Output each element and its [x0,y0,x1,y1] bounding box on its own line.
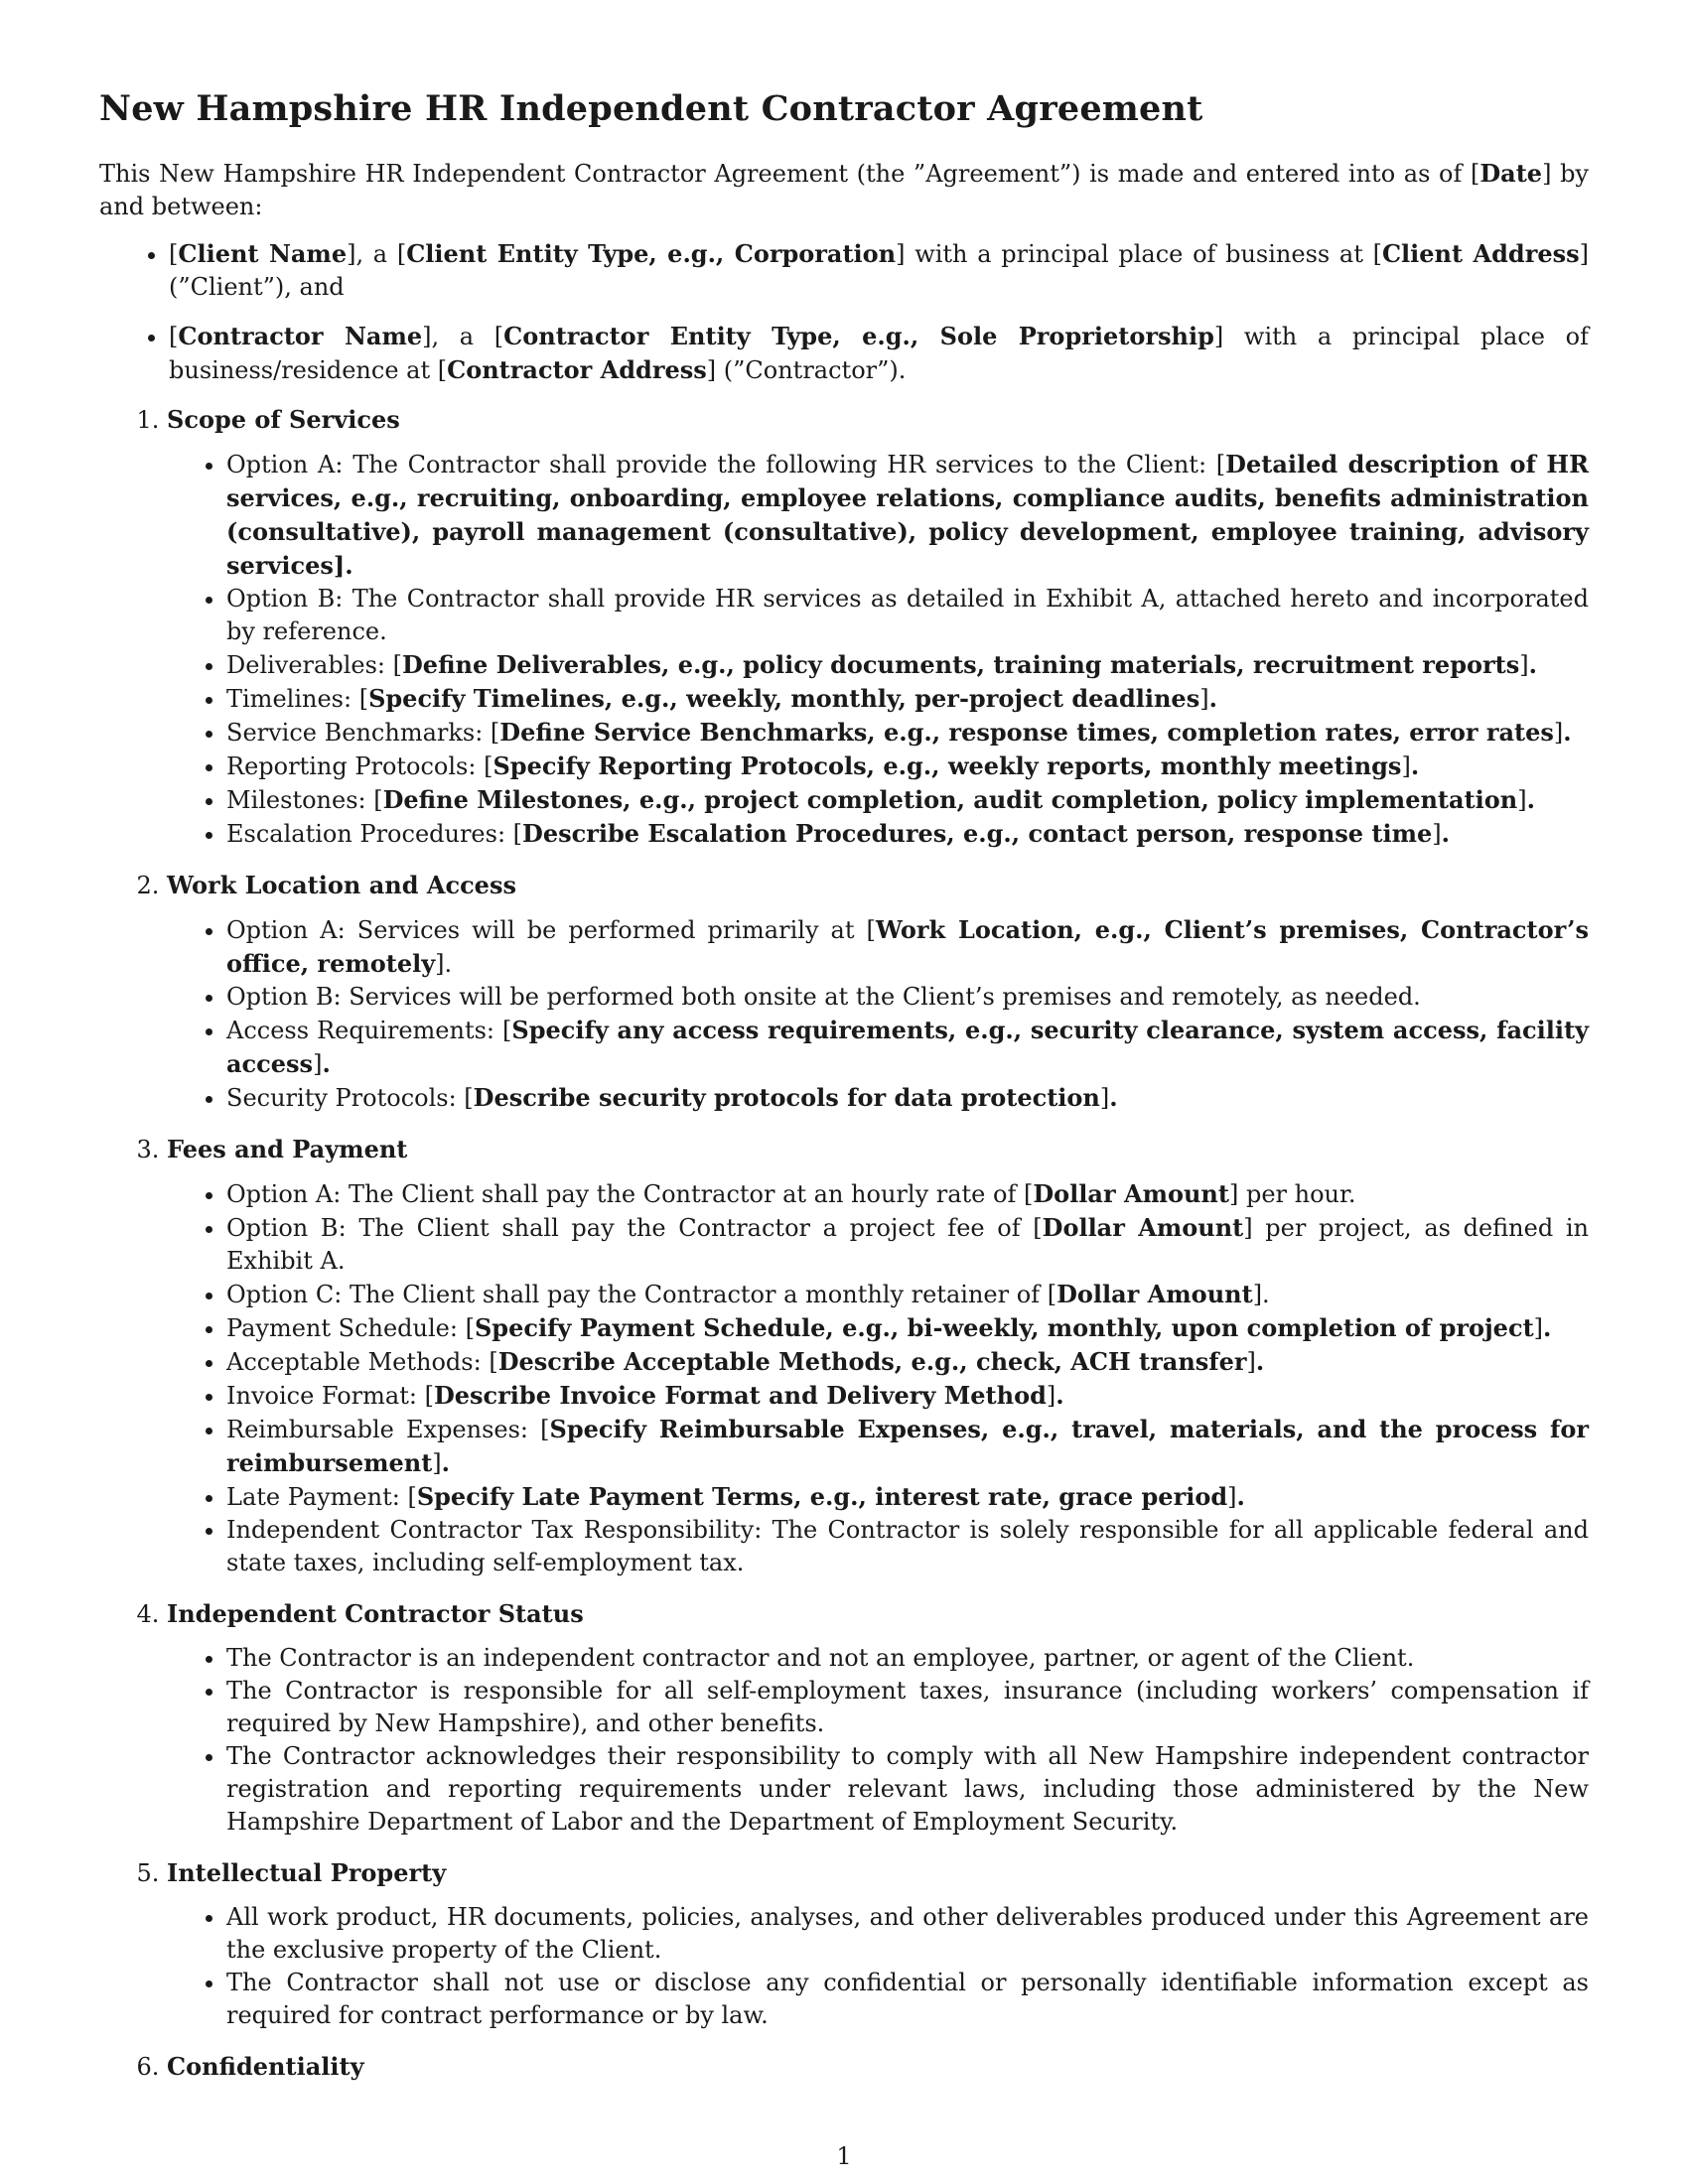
text-run: ], a [ [347,240,407,268]
bold-placeholder-text: Specify Timelines, e.g., weekly, monthly, per-project deadlines [368,684,1200,713]
list-item [226,1177,1589,1211]
text-run: ] [1099,1084,1110,1112]
text-run: Access Requirements: [ [226,1017,512,1044]
list-item [226,1413,1589,1480]
list-item [226,1278,1589,1311]
section-1 [167,403,1589,851]
section-6 [167,2050,1589,2083]
section-title: 1. Scope of Services [167,405,400,434]
text-run: ] (”Contractor”). [706,356,907,384]
list-item [226,1311,1589,1345]
list-item [226,1514,1589,1579]
text-run: ] [1227,1483,1237,1511]
text-run: Acceptable Methods: [ [226,1348,498,1376]
bold-placeholder-text: . [1208,684,1217,713]
list-item [226,1379,1589,1413]
list-item [226,1211,1589,1278]
page-number: 1 [836,2142,852,2170]
bold-placeholder-text: Specify Reporting Protocols, e.g., weekly reports, monthly meetings [492,751,1402,780]
list-item [226,817,1589,851]
bold-placeholder-text: Define Service Benchmarks, e.g., response times, completion rates, error rates [499,718,1554,747]
bold-placeholder-text: . [1441,819,1451,848]
bold-placeholder-text: Describe Acceptable Methods, e.g., check, ACH transfer [497,1347,1247,1376]
list-item [226,448,1589,583]
text-run: [ [169,240,179,268]
bold-placeholder-text: . [1410,751,1420,780]
section-2 [167,869,1589,1115]
bold-placeholder-text: Client Entity Type, e.g., Corporation [406,239,897,268]
bold-placeholder-text: . [1055,1381,1064,1410]
bold-placeholder-text: . [1563,718,1572,747]
text-run: Option A: The Contractor shall provide the following HR services to the Client: [ [226,451,1226,478]
text-run: The Contractor acknowledges their responsibility to comply with all New Hampshire independent contractor registration and reporting requirements under relevant laws, including those administered by the New Hampshire Department of Labor and the Department of Employment Security. [226,1742,1589,1836]
intro-paragraph [99,157,1589,223]
bold-placeholder-text: Specify Reimbursable Expenses, e.g., travel, materials, and the process for reimbursement [226,1415,1590,1477]
text-run: ] [1401,752,1411,780]
party-client [169,237,1589,304]
list-item [226,1740,1589,1839]
section-items [167,448,1589,851]
bold-placeholder-text: Define Milestones, e.g., project completion, audit completion, policy implementation [382,785,1518,814]
section-4 [167,1597,1589,1839]
bold-placeholder-text: Dollar Amount [1042,1213,1244,1242]
text-run: Deliverables: [ [226,651,402,679]
text-run: ] with a principal place of business at [ [896,240,1382,268]
list-item [226,682,1589,716]
text-run: The Contractor shall not use or disclose any confidential or personally identifiable information except as required for contract performance or by law. [226,1969,1589,2029]
text-run: ] [1533,1314,1544,1342]
text-run: ] with a principal place of business/residence at [ [169,323,1589,384]
bold-placeholder-text: Date [1479,159,1543,188]
document-title: New Hampshire HR Independent Contractor Agreement [99,88,1203,129]
text-run: ] by and between: [99,160,1589,220]
section-items [167,1901,1589,2032]
bold-placeholder-text: Contractor Address [447,355,707,384]
text-run: ] [313,1050,323,1078]
text-run: ] per project, as defined in Exhibit A. [226,1214,1590,1275]
text-run: ] [432,1449,442,1477]
bold-placeholder-text: Describe Escalation Procedures, e.g., contact person, response time [522,819,1433,848]
list-item [226,750,1589,783]
section-title: 3. Fees and Payment [167,1135,408,1163]
text-run: ] [1517,786,1527,814]
text-run: Escalation Procedures: [ [226,820,523,848]
bold-placeholder-text: Work Location, e.g., Client’s premises, Contractor’s office, remotely [226,915,1589,978]
text-run: ]. [435,950,453,978]
text-run: Option B: Services will be performed both onsite at the Client’s premises and remotely, as needed. [226,983,1421,1011]
list-item [226,1967,1589,2032]
text-run: Option A: The Client shall pay the Contractor at an hourly rate of [ [226,1180,1034,1208]
list-item [226,981,1589,1014]
bold-placeholder-text: . [441,1448,451,1477]
list-item [226,1901,1589,1967]
text-run: ], a [ [422,323,504,350]
party-contractor [169,320,1589,387]
bold-placeholder-text: . [1255,1347,1265,1376]
list-item [226,1345,1589,1379]
bold-placeholder-text: . [1543,1313,1552,1342]
bold-placeholder-text: Describe Invoice Format and Delivery Method [433,1381,1047,1410]
text-run: Reporting Protocols: [ [226,752,493,780]
text-run: Payment Schedule: [ [226,1314,475,1342]
text-run: Timelines: [ [226,685,369,713]
text-run: The Contractor is an independent contractor and not an employee, partner, or agent of the Client. [226,1644,1415,1672]
list-item [226,1642,1589,1675]
list-item [226,1480,1589,1514]
list-item [226,716,1589,750]
text-run: Service Benchmarks: [ [226,719,500,747]
text-run: Late Payment: [ [226,1483,417,1511]
bold-placeholder-text: Client Name [178,239,348,268]
section-title: 5. Intellectual Property [167,1858,447,1887]
text-run: All work product, HR documents, policies, analyses, and other deliverables produced under this Agreement are the exclusive property of the Client. [226,1903,1589,1964]
parties-list [99,237,1589,387]
text-run: ] (”Client”), and [169,240,1590,301]
bold-placeholder-text: Detailed description of HR services, e.g., recruiting, onboarding, employee relations, compliance audits, benefits administration (consultative), payroll management (consultative), policy development, employee training, advisory services]. [226,450,1590,580]
bold-placeholder-text: . [1528,650,1537,679]
list-item [226,913,1589,981]
text-run: The Contractor is responsible for all self-employment taxes, insurance (including workers’ compensation if required by New Hampshire), and other benefits. [226,1677,1589,1737]
text-run: ] [1519,651,1529,679]
text-run: Option B: The Contractor shall provide HR services as detailed in Exhibit A, attached hereto and incorporated by reference. [226,585,1589,645]
list-item [226,583,1589,648]
text-run: Option C: The Client shall pay the Contractor a monthly retainer of [ [226,1281,1057,1308]
list-item [226,648,1589,682]
bold-placeholder-text: Contractor Entity Type, e.g., Sole Proprietorship [503,322,1214,350]
bold-placeholder-text: Define Deliverables, e.g., policy documents, training materials, recruitment reports [401,650,1520,679]
bold-placeholder-text: Describe security protocols for data protection [473,1083,1100,1112]
text-run: ] [1432,820,1442,848]
list-item [226,1081,1589,1115]
text-run: ] [1246,1348,1256,1376]
bold-placeholder-text: . [1236,1482,1245,1511]
bold-placeholder-text: Contractor Name [178,322,423,350]
bold-placeholder-text: Dollar Amount [1056,1280,1253,1308]
section-items [167,1642,1589,1839]
bold-placeholder-text: Client Address [1381,239,1580,268]
bold-placeholder-text: . [322,1049,331,1078]
text-run: Independent Contractor Tax Responsibility: The Contractor is solely responsible for all applicable federal and state taxes, including self-employment tax. [226,1516,1589,1576]
bold-placeholder-text: Specify any access requirements, e.g., security clearance, system access, facility access [226,1016,1589,1078]
text-run: Reimbursable Expenses: [ [226,1416,550,1443]
bold-placeholder-text: . [1109,1083,1118,1112]
text-run: ] [1046,1382,1056,1410]
text-run: ]. [1252,1281,1270,1308]
sections-list [99,403,1589,2083]
bold-placeholder-text: Specify Payment Schedule, e.g., bi-weekly, monthly, upon completion of project [474,1313,1534,1342]
document-page [99,87,1589,2101]
section-title: 6. Confidentiality [167,2052,364,2081]
text-run: Milestones: [ [226,786,383,814]
list-item [226,1014,1589,1081]
text-run: ] [1199,685,1209,713]
text-run: This New Hampshire HR Independent Contractor Agreement (the ”Agreement”) is made and entered into as of [ [99,160,1480,188]
text-run: ] [1553,719,1564,747]
text-run: Option A: Services will be performed primarily at [ [226,916,876,944]
list-item [226,1675,1589,1740]
section-items [167,913,1589,1115]
text-run: ] per hour. [1228,1180,1356,1208]
list-item [226,783,1589,817]
section-5 [167,1856,1589,2032]
text-run: [ [169,323,179,350]
text-run: Invoice Format: [ [226,1382,434,1410]
text-run: Security Protocols: [ [226,1084,474,1112]
bold-placeholder-text: Dollar Amount [1033,1179,1229,1208]
section-3 [167,1133,1589,1579]
section-title: 4. Independent Contractor Status [167,1599,584,1628]
section-items [167,1177,1589,1579]
bold-placeholder-text: Specify Late Payment Terms, e.g., interest rate, grace period [416,1482,1228,1511]
bold-placeholder-text: . [1526,785,1535,814]
section-title: 2. Work Location and Access [167,871,516,899]
text-run: Option B: The Client shall pay the Contractor a project fee of [ [226,1214,1043,1242]
